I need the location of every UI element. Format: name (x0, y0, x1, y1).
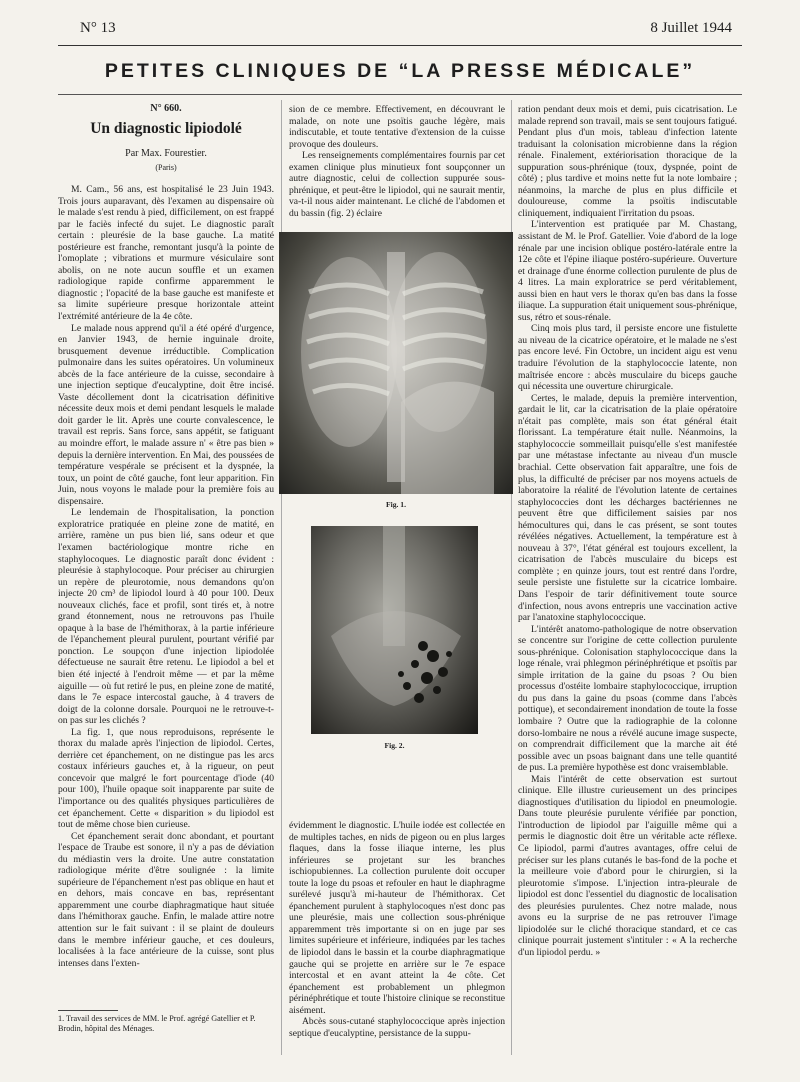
article-number: N° 660. (150, 103, 182, 114)
paragraph: Le malade nous apprend qu'il a été opéré d'urgence, en Janvier 1943, de hernie inguinale droite, brusquement devenue irréductible. Complication pulmonaire dans les suites opératoires. Un volumineux abcès de la face antérieure de la cuisse, secondaire à une injection septique d'eucalyptine, doit être incisé. Vaste décollement dont la cicatrisation définitive nécessite deux mois et demi pendant lesquels le malade doit garder le lit. Après une courte convalescence, le travail est repris. Sans force, sans appétit, se fatiguant au moindre effort, le malade assure n' « être pas bien » depuis la dernière intervention. En Mai, des poussées de température vespérale se précisent et la dyspnée, la toux, un point de côté gauche, font leur apparition. Fin Juin, nous voyons le malade pour la première fois au dispensaire. (58, 322, 274, 507)
header-rule (58, 45, 742, 46)
paragraph: évidemment le diagnostic. L'huile iodée est collectée en de multiples taches, en nids de pigeon ou en plus larges flaques, dans la fosse iliaque interne, les plus inférieures se projetant sur les branches ischiopubiennes. La collection purulente doit occuper toute la loge du psoas et refouler en haut le diaphragme surélevé jusqu'à mi-hauteur de l'hémithorax. Cet épanchement purulent à staphylocoques n'est donc pas une pleurésie, mais une collection sous-phrénique apparemment très importante si on en juge par ses limites supérieure et inférieure, indiquées par les taches de lipiodol dans le bassin et la courbe diaphragmatique gauche qui se projette en arrière sur le 7e espace intercostal et en avant atteint la 4e côte. Cet épanchement est probablement un phlegmon périnéphrétique et toute l'histoire clinique se reconstitue aisément. (289, 820, 505, 1016)
text-column-1 (58, 184, 274, 1014)
paragraph: M. Cam., 56 ans, est hospitalisé le 23 Juin 1943. Trois jours auparavant, dès l'examen au dispensaire où le malade s'est rendu à pied, difficilement, on est frappé par le faciès infecté du sujet. Le diagnostic paraît certain : pleurésie de la base gauche. La matité postérieure est franche, remontant jusqu'à la pointe de l'omoplate ; vibrations et murmure vésiculaire sont abolis, on ne note aucun souffle et un examen radiologique rapide confirme apparemment le diagnostic ; l'opacité de la base gauche est manifeste et sa limite supérieure presque horizontale atteint l'extrémité antérieure de la 4e côte. (58, 184, 274, 323)
rubric-rule (58, 94, 742, 95)
article-title: Un diagnostic lipiodolé (90, 120, 242, 137)
paragraph: Les renseignements complémentaires fournis par cet examen clinique plus minutieux font soupçonner un autre diagnostic, celui de collection suppurée sous-phrénique, et peut-être le lipiodol, qui ne saurait mentir, va-t-il nous aider maintenant. Le cliché de l'abdomen et du bassin (fig. 2) éclaire (289, 150, 505, 219)
paragraph: Certes, le malade, depuis la première intervention, gardait le lit, car la cicatrisation de la plaie opératoire n'était pas complète, mais son état général était florissant. La température était nulle. Néanmoins, la staphylococcie sommeillait puisqu'elle s'est manifestée par une métastase infectante au niveau d'un muscle brachial. Cette observation fait apparaître, une fois de plus, la difficulté de préciser par nos moyens actuels de laboratoire la réalité de l'évolution latente de certaines staphylococcies dont les décharges bactériennes ne peuvent être que difficilement saisies par nos hémocultures qui, dans le cas présent, se sont toutes révélées négatives. Actuellement, la température est à nouveau à 37°, l'état général est toujours excellent, la cicatrisation de l'abcès musculaire du biceps est complète ; en quinze jours, tout est rentré dans l'ordre, seule persiste une fistulette sur la cicatrice lombaire. Dans l'espoir de tarir définitivement toute source d'infection, nous avons entrepris une vaccination active par l'anatoxine staphylococcique. (518, 392, 737, 624)
paragraph: Abcès sous-cutané staphylococcique après injection septique d'eucalyptine, persistance de la suppu- (289, 1016, 505, 1039)
text-column-2-bottom (289, 820, 505, 1055)
xray-thorax-image (279, 232, 513, 494)
text-column-2-top (289, 104, 505, 228)
paragraph: ration pendant deux mois et demi, puis cicatrisation. Le malade reprend son travail, mais se sent toujours fatigué. Pendant plus d'un mois, tableau d'infection latente traduisant la colonisation microbienne dans la région rénale. Finalement, extériorisation thoracique de la suppuration sous-phrénique (toux, dyspnée, point de côté) ; plus tardive et moins nette fut la note lombaire ; néanmoins, la marche de plus en plus difficile et douloureuse, comme la psoïtis indiscutable cliniquement, indiquaient l'irritation du psoas. (518, 104, 737, 219)
text-column-3 (518, 104, 737, 1059)
rubric-title: PETITES CLINIQUES DE “LA PRESSE MÉDICALE” (104, 60, 696, 82)
xray-pelvis-image (311, 526, 478, 734)
paragraph: sion de ce membre. Effectivement, en découvrant le malade, on note une psoïtis gauche légère, mais indiscutable, et toute tentative d'extension de la cuisse provoque des douleurs. (289, 104, 505, 150)
paragraph: L'intervention est pratiquée par M. Chastang, assistant de M. le Prof. Gatellier. Voie d'abord de la loge rénale par une incision oblique postéro-latérale entre la 12e côte et l'épine iliaque postéro-supérieure. Ouverture et drainage d'une énorme collection purulente de plus de 4 litres. La main exploratrice se perd véritablement, aussi bien en haut vers le thorax qu'en bas dans la fosse iliaque. La suppuration était uniquement sous-phrénique, sus, rétro et sous-rénale. (518, 219, 737, 323)
footnote: 1. Travail des services de MM. le Prof. agrégé Gatellier et P. Brodin, hôpital des Ménages. (58, 1014, 256, 1033)
figure-1-chest-xray (279, 232, 513, 494)
article-author: Par Max. Fourestier. (125, 148, 207, 159)
paragraph: Mais l'intérêt de cette observation est surtout clinique. Elle illustre curieusement un des principes diagnostiques d'utilisation du lipiodol en pneumologie. Dans toute pleurésie purulente vérifiée par ponction, l'introduction de lipiodol par l'aiguille même qui a permis le diagnostic doit être un véritable acte réflexe. Ce lipiodol, parmi d'autres avantages, offre celui de préciser sur les plans cutanés le bas-fond de la poche et la meilleure voie d'abord pour le chirurgien, si la pleurotomie s'impose. L'injection intra-pleurale de lipiodol est donc l'essentiel du diagnostic de localisation des pleurésies purulentes. Chez notre malade, nous avons eu la surprise de ne pas retrouver l'image lipiodolée sur le cliché thoracique standard, et ce cas clinique pourrait justement s'intituler : « A la recherche d'un lipiodol perdu. » (518, 773, 737, 958)
article-location: (Paris) (155, 163, 177, 172)
paragraph: Le lendemain de l'hospitalisation, la ponction exploratrice pratiquée en pleine zone de matité, en arrière, ramène un pus bien lié, sans odeur et que l'examen bactériologique montre riche en staphylocoques. Le diagnostic paraît donc évident : pleurésie à staphylocoque. Pour préciser au chirurgien un repère de pleurotomie, nous demandons qu'on injecte 20 cm³ de lipiodol lourd à 40 pour 100. Deux nouveaux clichés, face et profil, sont tirés et, à notre grand étonnement, nous ne retrouvons pas l'huile opaque à la base de l'hémithorax, à la partie inférieure de l'épanchement pleural purulent, pourtant vérifié par ponction. Le soupçon d'une injection lipiodolée défectueuse ne saurait être retenu. Le lipiodol a bel et bien été injecté à l'endroit même — et par la même aiguille — où fut retiré le pus, en pleine zone de matité, dans le 7e espace intercostal gauche, à 4 travers de doigt de la colonne dorsale. Pourquoi ne le retrouve-t-on pas sur les clichés ? (58, 507, 274, 727)
paragraph: L'intérêt anatomo-pathologique de notre observation se concentre sur l'origine de cette collection purulente sous-phrénique. Colonisation staphylococcique dans la loge rénale, vrai phlegmon périnéphrétique et psoïtis par simple irritation de la gaine du psoas ? Ou bien processus d'ostéite lombaire staphylococcique, irruption du pus dans la gaine du psoas (comme dans l'abcès pottique), et secondairement inondation de toute la fosse lombaire ? Outre que la radiographie de la colonne dorso-lombaire ne nous a révélé aucune image suspecte, on comprendrait difficilement que la marche ait été possible avec un psoas baignant dans une telle quantité de pus. La première hypothèse est donc vraisemblable. (518, 623, 737, 774)
footnote-rule (58, 1010, 118, 1011)
figure-1-caption: Fig. 1. (385, 500, 407, 509)
paragraph: Cet épanchement serait donc abondant, et pourtant l'espace de Traube est sonore, il n'y a pas de déviation du médiastin vers la droite. Une autre constatation radiologique mérite d'être soulignée : la limite supérieure de l'épanchement n'est pas oblique en haut et en dehors, mais concave en bas, représentant apparemment une courbe diaphragmatique haut située dans l'hémithorax gauche. Enfin, le malade attire notre attention sur le fait suivant : il se plaint de douleurs dans le membre inférieur gauche, et ces douleurs, localisées à la face antérieure de la cuisse, sont plus intenses dans l'exten- (58, 830, 274, 969)
figure-2-pelvis-xray (311, 526, 478, 734)
issue-number: N° 13 (80, 20, 116, 36)
paragraph: La fig. 1, que nous reproduisons, représente le thorax du malade après l'injection de lipiodol. Certes, derrière cet épanchement, on ne distingue pas les arcs costaux inférieurs gauches et, à la rigueur, on peut concevoir que malgré le fort pourcentage d'iode (40 pour 100), l'huile opaque soit inapparente par suite de l'importance ou des qualités physiques particulières de cet épanchement. Cette « disparition » du lipiodol est tout de même chose bien curieuse. (58, 726, 274, 831)
figure-2-caption: Fig. 2. (384, 741, 405, 750)
paragraph: Cinq mois plus tard, il persiste encore une fistulette au niveau de la cicatrice opératoire, et le malade ne s'est pas encore levé. Fin Octobre, un incident aigu est venu traduire l'évolution de la staphylococcie latente, non maîtrisée encore : abcès musculaire du biceps gauche qui nécessita une ouverture chirurgicale. (518, 323, 737, 393)
issue-date: 8 Juillet 1944 (650, 20, 732, 36)
